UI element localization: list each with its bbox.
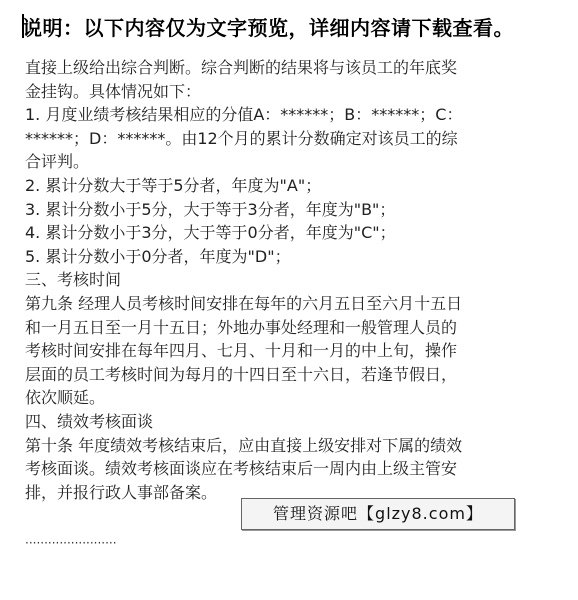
text-line: 4. 累计分数小于3分，大于等于0分者，年度为"C"； [25, 223, 396, 243]
text-line: 5. 累计分数小于0分者，年度为"D"； [25, 246, 291, 266]
text-line: 金挂钩。具体情况如下： [25, 81, 202, 101]
text-line: 层面的员工考核时间为每月的十四日至十六日，若逢节假日， [25, 364, 458, 384]
text-line: 直接上级给出综合判断。综合判断的结果将与该员工的年底奖 [25, 58, 458, 77]
text-line: 1. 月度业绩考核结果相应的分值A：******；B：******；C： [25, 105, 463, 125]
section-heading: 四、绩效考核面谈 [25, 411, 154, 431]
text-line: 3. 累计分数小于5分，大于等于3分者，年度为"B"； [25, 199, 396, 219]
text-line: 考核时间安排在每年四月、七月、十月和一月的中上旬，操作 [25, 341, 458, 361]
text-line: 合评判。 [25, 152, 90, 172]
text-line: 和一月五日至一月十五日；外地办事处经理和一般管理人员的 [25, 317, 458, 337]
document-body [25, 56, 560, 504]
text-line: ******；D：******。由12个月的累计分数确定对该员工的综 [25, 128, 458, 148]
text-line: 2. 累计分数大于等于5分者，年度为"A"； [25, 175, 322, 195]
trailing-dots: ························ [25, 536, 117, 550]
text-line: 依次顺延。 [25, 388, 106, 408]
text-line: 第十条 年度绩效考核结束后，应由直接上级安排对下属的绩效 [25, 435, 463, 455]
site-watermark: 管理资源吧【glzy8.com】 [241, 498, 515, 530]
section-heading: 三、考核时间 [25, 270, 122, 290]
text-line: 考核面谈。绩效考核面谈应在考核结束后一周内由上级主管安 [25, 459, 458, 479]
text-line: 排，并报行政人事部备案。 [25, 482, 218, 502]
preview-notice: 说明：以下内容仅为文字预览，详细内容请下载查看。 [22, 16, 514, 40]
text-line: 第九条 经理人员考核时间安排在每年的六月五日至六月十五日 [25, 293, 463, 313]
